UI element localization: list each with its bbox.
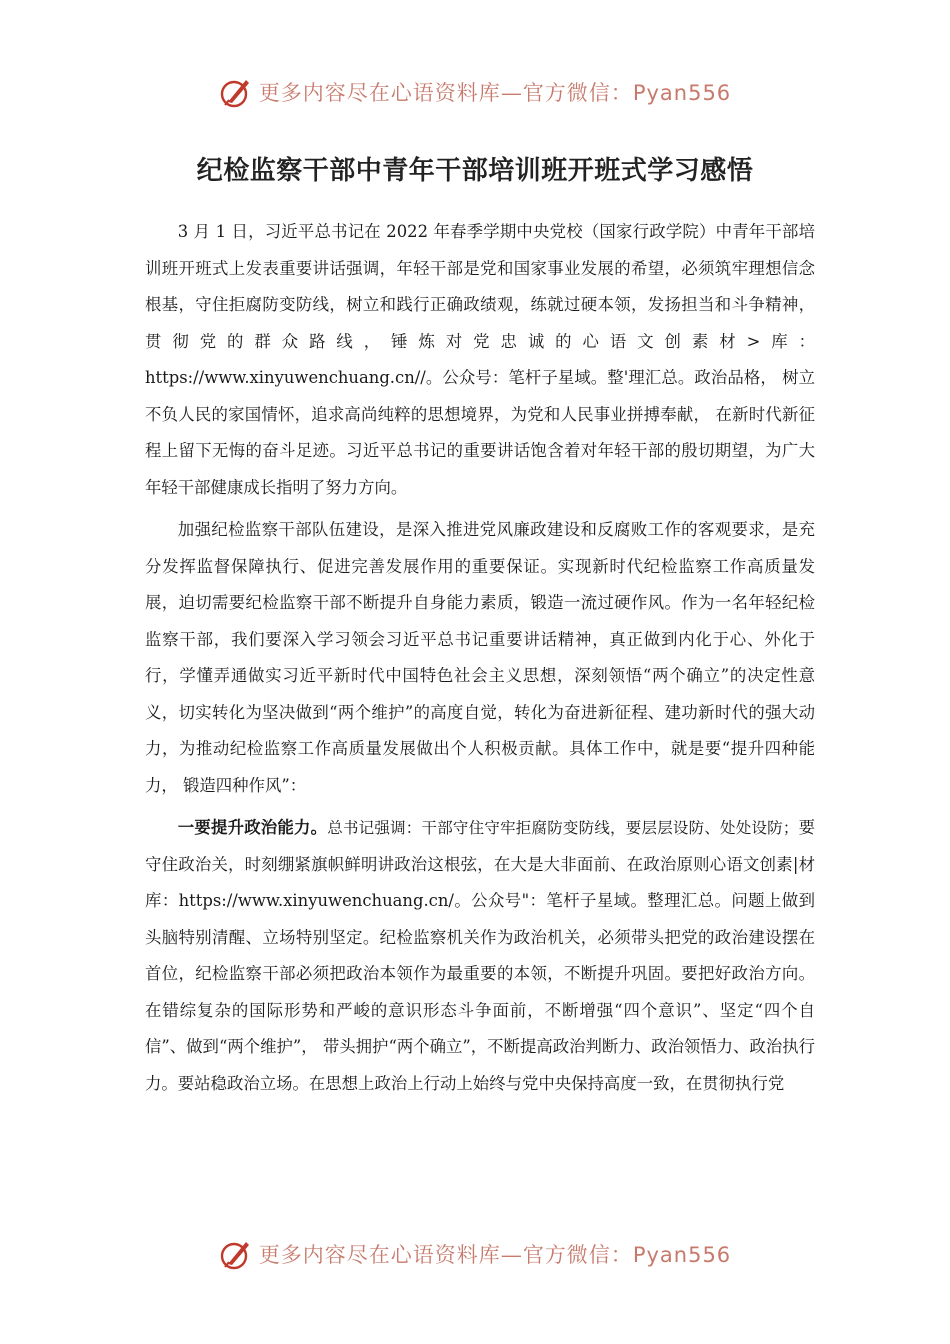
footer-banner [0, 1234, 950, 1274]
section-text: 要守住政治关，时刻绷紧旗帜鲜明讲政治这根弦，在大是大非面前、在政治原则心语文创素|材库：https://www.xinyuwenchuang.cn/。公众号"：笔杆子星域。整理汇总。问题上做到头脑特别清醒、立场特别坚定。纪检监察机关作为政治机关，必须带头把党的政治建设摆在首位，纪检监察干部必须把政治本领作为最重要的本领，不断提升巩固。要把好政治方向。在错综复杂的国际形势和严峻的意识形态斗争面前，不断增强“四个意识”、坚定“四个自信”、做到“两个维护”， 带头拥护“两个确立”，不断提高政治判断力、政治领悟力、政治执行力。要站稳政治立场。在思想上政治上行动上始终与党中央保持高度一致，在贯彻执行党 [145, 818, 816, 1093]
paragraph-2: 加强纪检监察干部队伍建设，是深入推进党风廉政建设和反腐败工作的客观要求，是充分发挥监督保障执行、促进完善发展作用的重要保证。实现新时代纪检监察工作高质量发展，迫切需要纪检监察干部不断提升自身能力素质，锻造一流过硬作风。作为一名年轻纪检监察干部，我们要深入学习领会习近平总书记重要讲话精神，真正做到内化于心、外化于行，学懂弄通做实习近平新时代中国特色社会主义思想，深刻领悟“两个确立”的决定性意义，切实转化为坚决做到“两个维护”的高度自觉，转化为奋进新征程、建功新时代的强大动力，为推动纪检监察工作高质量发展做出个人积极贡献。具体工作中，就是要“提升四种能力， 锻造四种作风”： [145, 520, 815, 795]
paragraph-1: 3 月 1 日，习近平总书记在 2022 年春季学期中央党校（国家行政学院）中青年干部培训班开班式上发表重要讲话强调，年轻干部是党和国家事业发展的希望，必须筑牢理想信念根基，守住拒腐防变防线，树立和践行正确政绩观，练就过硬本领，发扬担当和斗争精神，贯彻党的群众路线，锤炼对党忠诚的心语文创素材>库：https://www.xinyuwenchuang.cn//。公众号：笔杆子星域。整'理汇总。政治品格， 树立不负人民的家国情怀，追求高尚纯粹的思想境界，为党和人民事业拼搏奉献， 在新时代新征程上留下无悔的奋斗足迹。习近平总书记的重要讲话饱含着对年轻干部的殷切期望，为广大年轻干部健康成长指明了努力方向。 [145, 222, 815, 497]
paragraph-3 [145, 810, 815, 1102]
banner-official: 官方微信： [522, 81, 633, 105]
document-body [145, 214, 815, 1108]
quill-pen-logo-icon [219, 1237, 253, 1271]
banner-sep: — [500, 1243, 523, 1267]
header-banner [0, 72, 950, 112]
banner-main: 更多内容尽在心语资料库 [258, 1243, 501, 1267]
banner-official: 官方微信： [522, 1243, 633, 1267]
banner-main: 更多内容尽在心语资料库 [258, 81, 501, 105]
quill-pen-logo-icon [219, 75, 253, 109]
banner-sep: — [500, 81, 523, 105]
banner-text [259, 1239, 731, 1269]
banner-wechat-id: Pyan556 [632, 1243, 732, 1267]
section-lead: 一要提升政治能力。 [177, 818, 328, 837]
section-note: 总书记强调：干部守住守牢拒腐防变防线，要层层设防、处处设防； [327, 819, 799, 837]
document-title: 纪检监察干部中青年干部培训班开班式学习感悟 [196, 156, 754, 186]
banner-wechat-id: Pyan556 [632, 81, 732, 105]
banner-text [259, 77, 731, 107]
